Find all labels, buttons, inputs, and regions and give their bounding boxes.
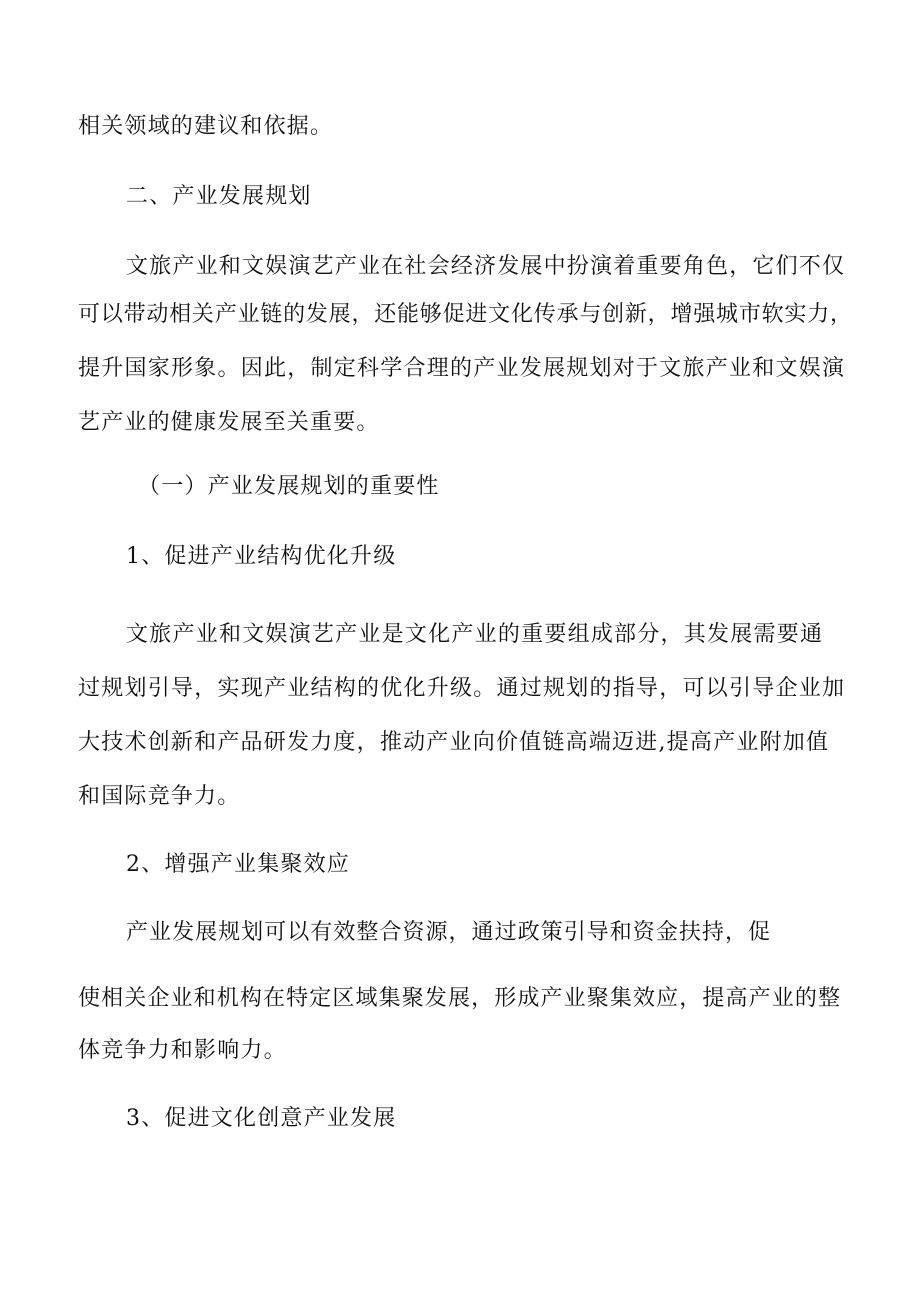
subsection-heading: （一）产业发展规划的重要性 bbox=[138, 474, 440, 499]
item-heading: 1、促进产业结构优化升级 bbox=[126, 544, 397, 569]
item-heading: 3、促进文化创意产业发展 bbox=[126, 1106, 397, 1131]
paragraph-line: 大技术创新和产品研发力度，推动产业向价值链高端迈进,提高产业附加值 bbox=[78, 730, 828, 755]
paragraph-line: 文旅产业和文娱演艺产业在社会经济发展中扮演着重要角色，它们不仅 bbox=[126, 254, 844, 279]
paragraph-line: 可以带动相关产业链的发展，还能够促进文化传承与创新，增强城市软实力， bbox=[78, 302, 852, 327]
paragraph-line: 和国际竞争力。 bbox=[78, 784, 241, 809]
paragraph-line: 艺产业的健康发展至关重要。 bbox=[78, 410, 380, 435]
paragraph-line: 相关领域的建议和依据。 bbox=[78, 114, 334, 139]
paragraph-line: 产业发展规划可以有效整合资源，通过政策引导和资金扶持，促 bbox=[126, 920, 770, 945]
paragraph-line: 使相关企业和机构在特定区域集聚发展，形成产业聚集效应，提高产业的整 bbox=[78, 986, 840, 1011]
item-heading: 2、增强产业集聚效应 bbox=[126, 852, 350, 877]
paragraph-line: 文旅产业和文娱演艺产业是文化产业的重要组成部分，其发展需要通 bbox=[126, 622, 822, 647]
paragraph-line: 过规划引导，实现产业结构的优化升级。通过规划的指导，可以引导企业加 bbox=[78, 676, 844, 701]
paragraph-line: 体竞争力和影响力。 bbox=[78, 1038, 287, 1063]
section-heading: 二、产业发展规划 bbox=[126, 184, 312, 209]
paragraph-line: 提升国家形象。因此，制定科学合理的产业发展规划对于文旅产业和文娱演 bbox=[78, 356, 844, 381]
